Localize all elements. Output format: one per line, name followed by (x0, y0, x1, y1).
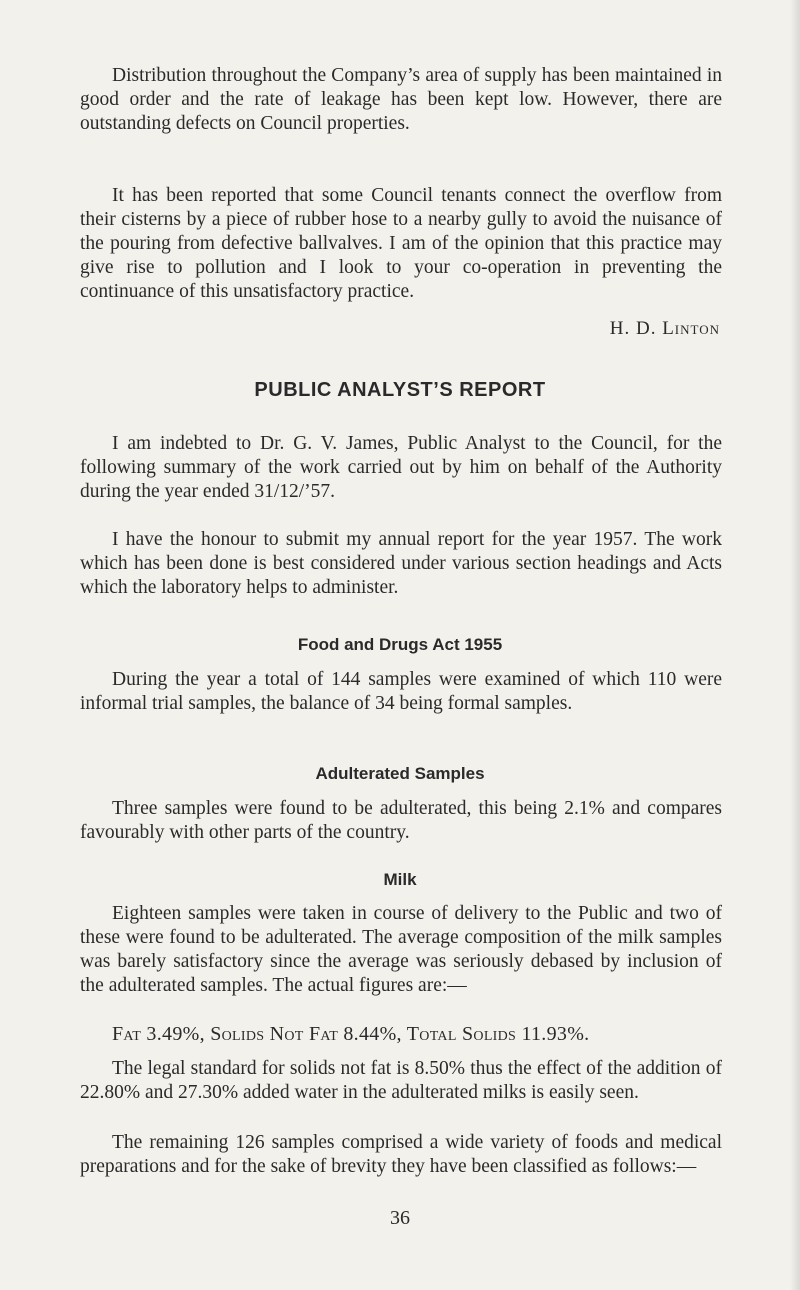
paragraph-milk-samples: Eighteen samples were taken in course of delivery to the Public and two of these were found to be adulterated. The average composition of the milk samples was barely satisfactory since the average was seriously debased by inclusion of the adulterated samples. The actual figures are:— (80, 903, 722, 996)
paragraph-legal-standard: The legal standard for solids not fat is 8.50% thus the effect of the addition of 22.80% and 27.30% added water in the adulterated milks is easily seen. (80, 1058, 722, 1103)
heading-food-and-drugs-act: Food and Drugs Act 1955 (297, 635, 503, 654)
heading-adulterated-samples: Adulterated Samples (315, 764, 485, 783)
paragraph-water-distribution: Distribution throughout the Company’s area of supply has been maintained in good order and the rate of leakage has been kept low. However, there are outstanding defects on Council properties. (80, 65, 722, 134)
paragraph-annual-report: I have the honour to submit my annual report for the year 1957. The work which has been done is best considered under various section headings and Acts which the laboratory helps to administer. (80, 529, 722, 598)
heading-milk: Milk (383, 870, 417, 889)
paragraph-adulterated: Three samples were found to be adulterated, this being 2.1% and compares favourably with other parts of the country. (80, 798, 722, 843)
page-edge-shadow (790, 0, 800, 1290)
paragraph-remaining-samples: The remaining 126 samples comprised a wide variety of foods and medical preparations and for the sake of brevity they have been classified as follows:— (80, 1132, 722, 1177)
heading-public-analyst-report: PUBLIC ANALYST’S REPORT (254, 379, 546, 401)
signature: H. D. Linton (609, 318, 720, 339)
paragraph-samples-total: During the year a total of 144 samples were examined of which 110 were informal trial samples, the balance of 34 being formal samples. (80, 669, 722, 714)
paragraph-acknowledgement: I am indebted to Dr. G. V. James, Public Analyst to the Council, for the following summary of the work carried out by him on behalf of the Authority during the year ended 31/12/’57. (80, 433, 722, 502)
page-number: 36 (390, 1207, 410, 1229)
paragraph-overflow-practice: It has been reported that some Council tenants connect the overflow from their cisterns by a piece of rubber hose to a nearby gully to avoid the nuisance of the pouring from defective ballvalves. I am of the opinion that this practice may give rise to pollution and I look to your co-operation in preventing the continuance of this unsatisfactory practice. (80, 185, 722, 302)
milk-figures: Fat 3.49%, Solids Not Fat 8.44%, Total Solids 11.93%. (112, 1023, 590, 1045)
